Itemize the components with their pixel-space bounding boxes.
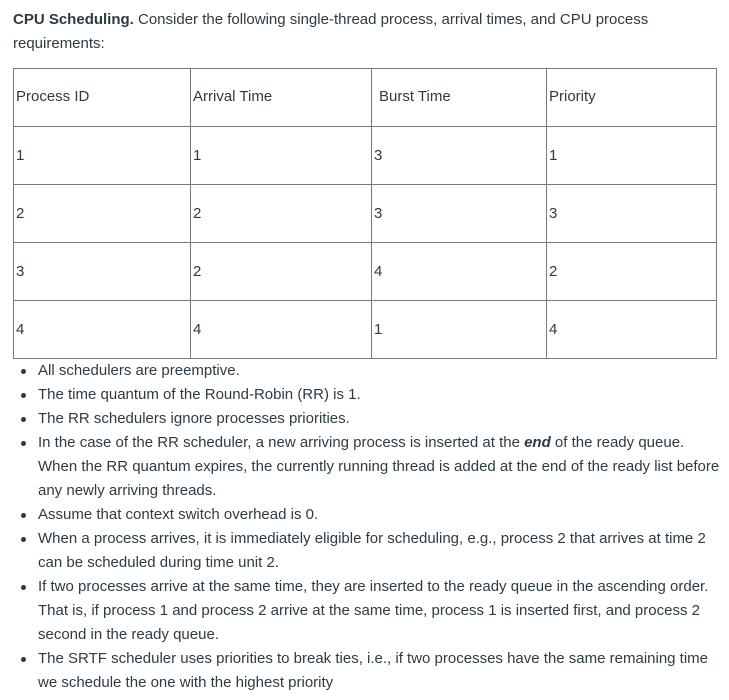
bullet-dot-icon — [21, 585, 26, 590]
cell-burst-time: 3 — [372, 127, 547, 185]
list-item — [13, 383, 723, 407]
cell-priority: 3 — [547, 185, 717, 243]
intro-title: CPU Scheduling. — [13, 11, 134, 28]
assumptions-list — [13, 359, 723, 695]
cell-burst-time: 3 — [372, 185, 547, 243]
header-priority: Priority — [547, 69, 717, 127]
cell-process-id: 1 — [14, 127, 191, 185]
list-item-text: Assume that context switch overhead is 0. — [38, 506, 319, 523]
cell-arrival-time: 2 — [191, 185, 372, 243]
cell-arrival-time: 1 — [191, 127, 372, 185]
cell-process-id: 3 — [14, 243, 191, 301]
list-item — [13, 527, 723, 575]
list-item-text: The time quantum of the Round-Robin (RR) is 1. — [38, 386, 361, 403]
cell-burst-time: 4 — [372, 243, 547, 301]
bullet-dot-icon — [21, 441, 26, 446]
cell-priority: 1 — [547, 127, 717, 185]
bullet-dot-icon — [21, 417, 26, 422]
bullet-dot-icon — [21, 537, 26, 542]
list-item-text: The SRTF scheduler uses priorities to break ties, i.e., if two processes have the same remaining time we schedule the one with the highest priority — [38, 650, 709, 691]
process-table — [13, 68, 717, 359]
cell-burst-time: 1 — [372, 301, 547, 359]
header-process-id: Process ID — [14, 69, 191, 127]
header-arrival-time: Arrival Time — [191, 69, 372, 127]
list-item — [13, 359, 723, 383]
cell-arrival-time: 4 — [191, 301, 372, 359]
bullet-dot-icon — [21, 513, 26, 518]
list-item-text: In the case of the RR scheduler, a new arriving process is inserted at the — [38, 434, 525, 451]
table-row — [14, 185, 717, 243]
table-row — [14, 127, 717, 185]
list-item — [13, 647, 723, 695]
list-item-text-continued: of the ready queue. When the RR quantum expires, the currently running thread is added at the end of the ready list before any newly arriving threads. — [38, 434, 720, 499]
table-row — [14, 243, 717, 301]
list-item — [13, 407, 723, 431]
list-item — [13, 503, 723, 527]
list-item — [13, 575, 723, 647]
cell-priority: 2 — [547, 243, 717, 301]
list-item-text: The RR schedulers ignore processes priorities. — [38, 410, 350, 427]
list-item-text: When a process arrives, it is immediately eligible for scheduling, e.g., process 2 that arrives at time 2 can be scheduled during time unit 2. — [38, 530, 706, 571]
list-item — [13, 431, 723, 503]
cell-process-id: 2 — [14, 185, 191, 243]
bullet-dot-icon — [21, 369, 26, 374]
list-item-text: All schedulers are preemptive. — [38, 362, 240, 379]
bullet-dot-icon — [21, 657, 26, 662]
cell-arrival-time: 2 — [191, 243, 372, 301]
header-burst-time-label: Burst Time — [379, 88, 451, 105]
header-burst-time — [372, 69, 547, 127]
list-item-text: If two processes arrive at the same time, they are inserted to the ready queue in the ascending order. That is, if process 1 and process 2 arrive at the same time, process 1 is inserted first, and process 2 second in the ready queue. — [38, 578, 709, 643]
table-row — [14, 301, 717, 359]
intro-text: Consider the following single-thread process, arrival times, and CPU process requirements: — [13, 11, 649, 52]
intro-paragraph — [13, 8, 713, 56]
cell-priority: 4 — [547, 301, 717, 359]
emphasis-end: end — [524, 434, 551, 451]
table-header-row — [14, 69, 717, 127]
cell-process-id: 4 — [14, 301, 191, 359]
bullet-dot-icon — [21, 393, 26, 398]
